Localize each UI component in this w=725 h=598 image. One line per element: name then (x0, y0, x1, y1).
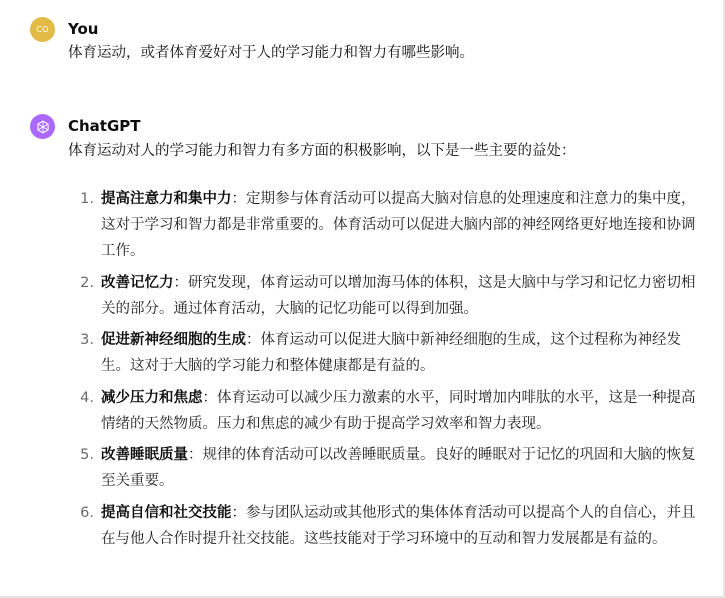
list-item-text: ：规律的体育活动可以改善睡眠质量。良好的睡眠对于记忆的巩固和大脑的恢复至关重要。 (101, 447, 696, 489)
list-item (54, 270, 696, 322)
user-avatar-initials: CO (36, 25, 49, 34)
list-item-text: ：研究发现，体育运动可以增加海马体的体积，这是大脑中与学习和记忆力密切相关的部分。通过体育活动，大脑的记忆功能可以得到加强。 (101, 274, 696, 317)
list-item-number: 1. (80, 191, 94, 207)
openai-logo-icon (35, 119, 51, 135)
list-item-text: ：体育运动可以促进大脑中新神经细胞的生成，这个过程称为神经发生。这对于大脑的学习能力和整体健康都是有益的。 (101, 332, 681, 374)
list-item (54, 385, 696, 437)
assistant-intro-text: 体育运动对人的学习能力和智力有多方面的积极影响，以下是一些主要的益处： (68, 143, 576, 159)
assistant-author-name: ChatGPT (68, 117, 141, 135)
list-item-number: 4. (80, 389, 94, 406)
list-item-term: 改善睡眠质量 (101, 447, 188, 463)
list-item-number: 5. (80, 447, 94, 463)
list-item-number: 3. (80, 332, 94, 348)
assistant-avatar (30, 114, 55, 139)
list-item-text: ：定期参与体育活动可以提高大脑对信息的处理速度和注意力的集中度，这对于学习和智力都是非常重要的。体育活动可以促进大脑内部的神经网络更好地连接和协调工作。 (101, 191, 696, 259)
list-item (54, 327, 696, 379)
list-item (54, 186, 696, 264)
list-item-term: 减少压力和焦虑 (101, 389, 203, 406)
list-item (54, 442, 696, 494)
user-avatar (30, 17, 55, 42)
list-item-number: 6. (80, 504, 94, 521)
list-item-term: 改善记忆力 (101, 274, 174, 291)
list-item-term: 提高注意力和集中力 (101, 191, 232, 207)
list-item-number: 2. (80, 274, 94, 291)
list-item-term: 提高自信和社交技能 (101, 504, 232, 521)
list-item (54, 500, 696, 552)
user-question-text: 体育运动，或者体育爱好对于人的学习能力和智力有哪些影响。 (68, 45, 474, 61)
list-item-text: ：体育运动可以减少压力激素的水平，同时增加内啡肽的水平，这是一种提高情绪的天然物质。压力和焦虑的减少有助于提高学习效率和智力表现。 (101, 389, 696, 432)
list-item-term: 促进新神经细胞的生成 (101, 332, 246, 348)
list-item-text: ：参与团队运动或其他形式的集体体育活动可以提高个人的自信心，并且在与他人合作时提升社交技能。这些技能对于学习环境中的互动和智力发展都是有益的。 (101, 504, 696, 547)
benefits-list (54, 186, 696, 557)
user-author-name: You (68, 20, 99, 38)
